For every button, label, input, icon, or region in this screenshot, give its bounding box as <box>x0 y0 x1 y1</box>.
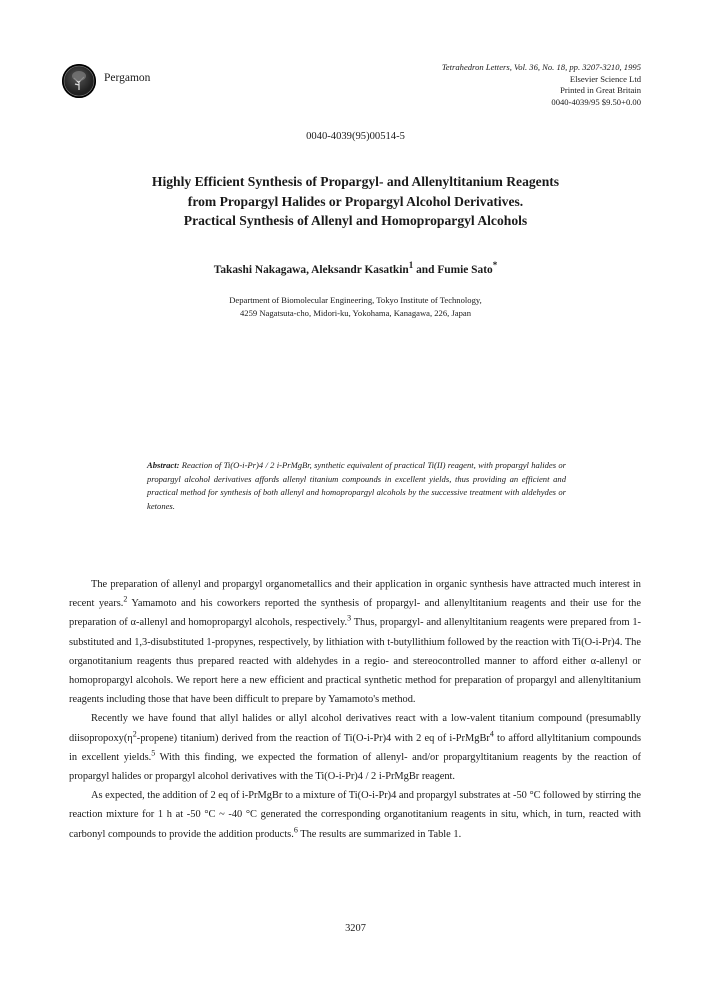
publisher-logo <box>62 64 96 98</box>
abstract <box>147 459 566 513</box>
paragraph: As expected, the addition of 2 eq of i-PrMgBr to a mixture of Ti(O-i-Pr)4 and propargyl substrates at -50 °C followed by stirring the reaction mixture for 1 h at -50 °C ~ -40 °C generated the corresponding organotitanium reagents in situ, which, in turn, reacted with carbonyl compounds to provide the addition products.$^6$ The results are summarized in Table 1. <box>69 790 641 840</box>
author-list: Takashi Nakagawa, Aleksandr Kasatkin$^1$ and Fumie Sato* <box>213 260 498 276</box>
paper-title <box>100 172 611 231</box>
affiliation <box>0 294 711 321</box>
affiliation-line: 4259 Nagatsuta-cho, Midori-ku, Yokohama, Kanagawa, 226, Japan <box>239 308 472 319</box>
publisher-copyright: Elsevier Science Ltd <box>569 73 641 84</box>
title-line: Highly Efficient Synthesis of Propargyl- and Allenyltitanium Reagents <box>151 174 560 189</box>
paragraph: The preparation of allenyl and propargyl organometallics and their application in organic synthesis have attracted much interest in recent years.$^2$ Yamamoto and his coworkers reported the synthesis of propargyl- and allenyltitanium reagents and their use for the preparation of α-allenyl and homopropargyl alcohols, respectively.$^3$ Thus, propargyl- and allenyltitanium reagents were prepared from 1-substituted and 1,3-disubstituted 1-propynes, respectively, by lithiation with t-butyllithium followed by the reaction with Ti(O-i-Pr)4. The organotitanium reagents thus prepared reacted with aldehydes in a regio- and stereocontrolled manner to afford either α-allenyl or homopropargyl alcohols. We report here a new efficient and practical synthetic method for preparation of propargyl and allenyltitanium reagents including those that have been difficult to prepare by Yamamoto's method. <box>69 579 641 706</box>
affiliation-line: Department of Biomolecular Engineering, Tokyo Institute of Technology, <box>229 295 482 305</box>
page-number: 3207 <box>345 923 366 934</box>
doi-code: 0040-4039(95)00514-5 <box>306 131 405 142</box>
abstract-label: Abstract: <box>147 460 180 470</box>
tree-emblem-icon <box>62 64 96 98</box>
title-line: from Propargyl Halides or Propargyl Alcohol Derivatives. <box>187 193 524 209</box>
journal-citation: Tetrahedron Letters, Vol. 36, No. 18, pp. 3207-3210, 1995 <box>441 62 641 72</box>
paragraph: Recently we have found that allyl halides or allyl alcohol derivatives react with a low-valent titanium compound (presumablly $diisopropoxy(\eta^2-propene)$ titanium) derived from the reaction of Ti(O-i-Pr)4 with 2 eq of i-PrMgBr$^4$ to afford allyltitanium compounds in excellent yields.$^5$ With this finding, we expected the formation of allenyl- and/or propargyltitanium reagents by the reaction of propargyl halides or propargyl alcohol derivatives with the Ti(O-i-Pr)4 / 2 i-PrMgBr reagent. <box>69 713 641 783</box>
body-text <box>69 575 641 844</box>
price-code: 0040-4039/95 $9.50+0.00 <box>551 96 641 107</box>
journal-info <box>442 62 641 108</box>
printed-location: Printed in Great Britain <box>560 85 641 96</box>
publisher-name: Pergamon <box>104 72 151 84</box>
title-line: Practical Synthesis of Allenyl and Homopropargyl Alcohols <box>183 213 528 229</box>
abstract-text: Reaction of Ti(O-i-Pr)4 / 2 i-PrMgBr, synthetic equivalent of practical Ti(II) reagent, with propargyl halides or propargyl alcohol derivatives affords allenyl titanium compounds in excellent yields, thus providing an efficient and practical method for synthesis of both allenyl and homopropargyl alcohols by the successive treatment with aldehydes or ketones. <box>147 460 566 511</box>
